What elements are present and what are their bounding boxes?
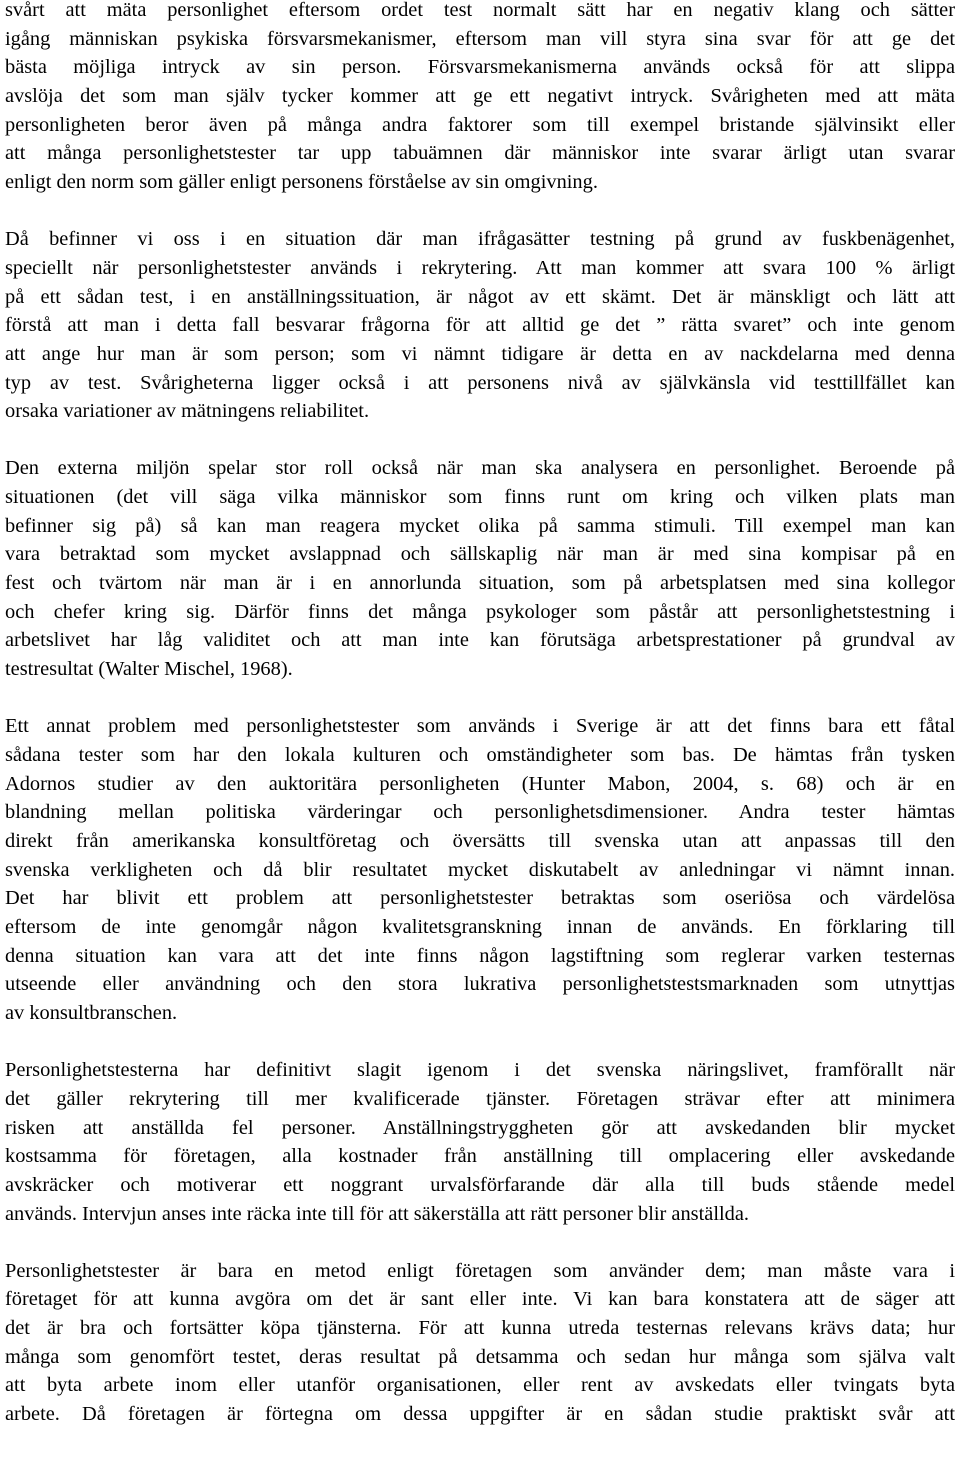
text-line: att många personlighetstester tar upp tabuämnen där människor inte svarar ärligt utan svarar [5,142,955,165]
text-line: Den externa miljön spelar stor roll också när man ska analysera en personlighet. Beroende på [5,457,955,480]
text-line: typ av test. Svårigheterna ligger också i att personens nivå av självkänsla vid testtillfället kan [5,371,955,394]
text-line: Ett annat problem med personlighetstester som används i Sverige är att det finns bara ett fåtal [5,715,955,738]
text-line: av konsultbranschen. [5,1001,178,1024]
paragraph-3 [5,454,955,683]
text-line: att ange hur man är som person; som vi nämnt tidigare är detta en av nackdelarna med denna [5,342,955,365]
text-line: befinner sig på) så kan man reagera mycket olika på samma stimuli. Till exempel man kan [5,514,955,537]
text-line: Personlighetstesterna har definitivt slagit igenom i det svenska näringslivet, framförallt när [5,1059,955,1082]
text-line: på ett sådan test, i en anställningssituation, är något av ett skämt. Det är mänskligt och lätt att [5,285,955,308]
text-line: denna situation kan vara att det inte finns någon lagstiftning som reglerar varken testernas [5,944,955,967]
text-line: direkt från amerikanska konsultföretag och översätts till svenska utan att anpassas till den [5,829,955,852]
text-line: att byta arbete inom eller utanför organisationen, eller rent av avskedats eller tvingats byta [5,1374,955,1397]
paragraph-2 [5,225,955,426]
text-line: avskräcker och motiverar ett noggrant urvalsförfarande där alla till buds stående medel [5,1173,955,1196]
text-line: förstå att man i detta fall besvarar frågorna för att alltid ge det ” rätta svaret” och inte genom [5,314,955,337]
text-line: kostsamma för företagen, alla kostnader från anställning till omplacering eller avskedande [5,1145,955,1168]
text-line: igång människan psykiska försvarsmekanismer, eftersom man vill styra sina svar för att ge det [5,27,955,50]
paragraph-6 [5,1257,955,1429]
text-line: orsaka variationer av mätningens reliabilitet. [5,400,370,423]
text-line: avslöja det som man själv tycker kommer att ge ett negativt intryck. Svårigheten med att mäta [5,84,955,107]
text-line: det är bra och fortsätter köpa tjänsterna. För att kunna utreda testernas relevans krävs data; hur [5,1317,955,1340]
text-line: används. Intervjun anses inte räcka inte till för att säkerställa att rätt personer blir anställda. [5,1202,749,1225]
text-line: företaget för att kunna avgöra om det är sant eller inte. Vi kan bara konstatera att de säger att [5,1288,955,1311]
text-line: Adornos studier av den auktoritära personligheten (Hunter Mabon, 2004, s. 68) och är en [5,772,955,795]
document-page [5,0,955,1457]
text-line: speciellt när personlighetstester används i rekrytering. Att man kommer att svara 100 % ärligt [5,256,955,279]
text-line: vara betraktad som mycket avslappnad och sällskaplig när man är med sina kompisar på en [5,543,955,566]
text-line: och chefer kring sig. Därför finns det många psykologer som påstår att personlighetstestning i [5,600,955,623]
text-line: testresultat (Walter Mischel, 1968). [5,658,293,681]
text-line: Då befinner vi oss i en situation där man ifrågasätter testning på grund av fuskbenägenhet, [5,228,955,251]
text-line: blandning mellan politiska värderingar och personlighetsdimensioner. Andra tester hämtas [5,801,955,824]
text-line: arbetslivet har låg validitet och att man inte kan förutsäga arbetsprestationer på grundval av [5,629,955,652]
text-line: svenska verkligheten och då blir resultatet mycket diskutabelt av anledningar vi nämnt innan. [5,858,955,881]
text-line: Det har blivit ett problem att personlighetstester betraktas som oseriösa och värdelösa [5,887,955,910]
text-line: utseende eller användning och den stora lukrativa personlighetstestsmarknaden som utnyttjas [5,973,955,996]
text-line: eftersom de inte genomgår någon kvalitetsgranskning innan de används. En förklaring till [5,915,955,938]
text-line: sådana tester som har den lokala kulturen och omständigheter som bas. De hämtas från tysken [5,744,955,767]
text-line: enligt den norm som gäller enligt personens förståelse av sin omgivning. [5,170,598,193]
paragraph-1 [5,0,955,197]
text-line: svårt att mäta personlighet eftersom ordet test normalt sätt har en negativ klang och sätter [5,0,955,21]
text-line: bästa möjliga intryck av sin person. Försvarsmekanismerna används också för att slippa [5,56,955,79]
text-line: många som genomfört testet, deras resultat på detsamma och sedan hur många som själva valt [5,1345,955,1368]
text-line: personligheten beror även på många andra faktorer som till exempel bristande självinsikt eller [5,113,955,136]
text-line: risken att anställda fel personer. Anställningstryggheten gör att avskedanden blir mycket [5,1116,955,1139]
text-line: fest och tvärtom när man är i en annorlunda situation, som på arbetsplatsen med sina kollegor [5,572,955,595]
text-line: Personlighetstester är bara en metod enligt företagen som använder dem; man måste vara i [5,1259,955,1282]
text-line: arbete. Då företagen är förtegna om dessa uppgifter är en sådan studie praktiskt svår att [5,1403,955,1426]
paragraph-5 [5,1056,955,1228]
text-line: det gäller rekrytering till mer kvalificerade tjänster. Företagen strävar efter att minimera [5,1087,955,1110]
text-line: situationen (det vill säga vilka människor som finns runt om kring och vilken plats man [5,486,955,509]
paragraph-4 [5,712,955,1027]
